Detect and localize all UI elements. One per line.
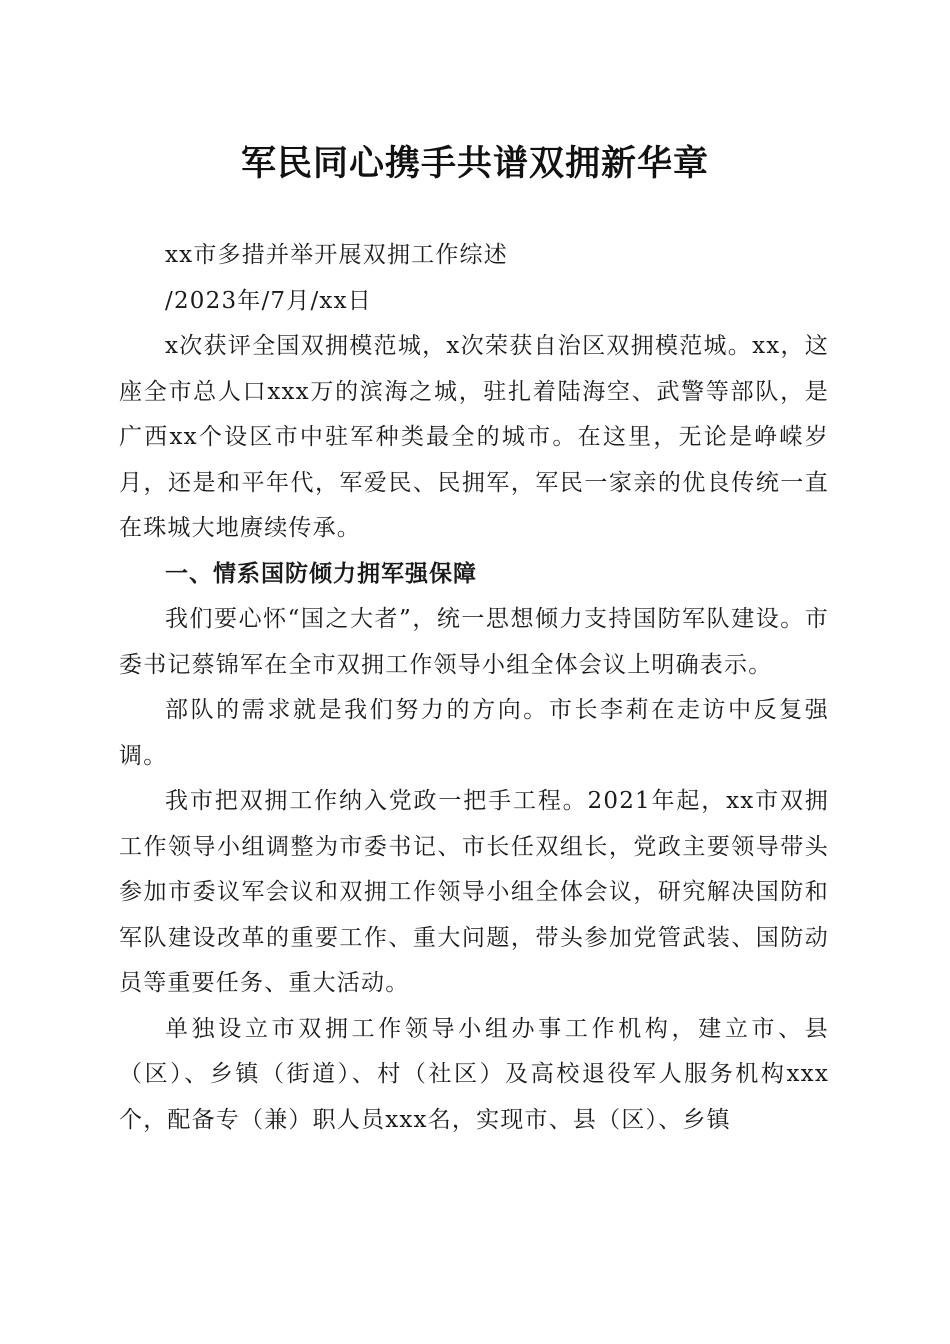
section-paragraph: 我们要心怀“国之大者”，统一思想倾力支持国防军队建设。市委书记蔡锦军在全市双拥工作领导小组全体会议上明确表示。 [119, 606, 829, 678]
dateline: /2023年/7月/xx日 [165, 287, 372, 314]
intro-paragraph: x次获评全国双拥模范城，x次荣获自治区双拥模范城。xx，这座全市总人口xxx万的滨海之城，驻扎着陆海空、武警等部队，是广西xx个设区市中驻军种类最全的城市。在这里，无论是峥嵘岁月，还是和平年代，军爱民、民拥军，军民一家亲的优良传统一直在珠城大地赓续传承。 [119, 333, 829, 541]
subtitle-line: xx市多措并举开展双拥工作综述 [165, 242, 508, 268]
document-body [119, 233, 829, 1143]
section-paragraph: 部队的需求就是我们努力的方向。市长李莉在走访中反复强调。 [119, 697, 829, 769]
document-title: 军民同心携手共谱双拥新华章 [240, 143, 709, 184]
section-paragraph: 单独设立市双拥工作领导小组办事工作机构，建立市、县（区）、乡镇（街道）、村（社区）及高校退役军人服务机构xxx个，配备专（兼）职人员xxx名，实现市、县（区）、乡镇 [119, 1015, 829, 1133]
section-heading: 一、情系国防倾力拥军强保障 [165, 560, 477, 587]
section-paragraph: 我市把双拥工作纳入党政一把手工程。2021年起，xx市双拥工作领导小组调整为市委书记、市长任双组长，党政主要领导带头参加市委议军会议和双拥工作领导小组全体会议，研究解决国防和军队建设改革的重要工作、重大问题，带头参加党管武装、国防动员等重要任务、重大活动。 [119, 788, 829, 996]
